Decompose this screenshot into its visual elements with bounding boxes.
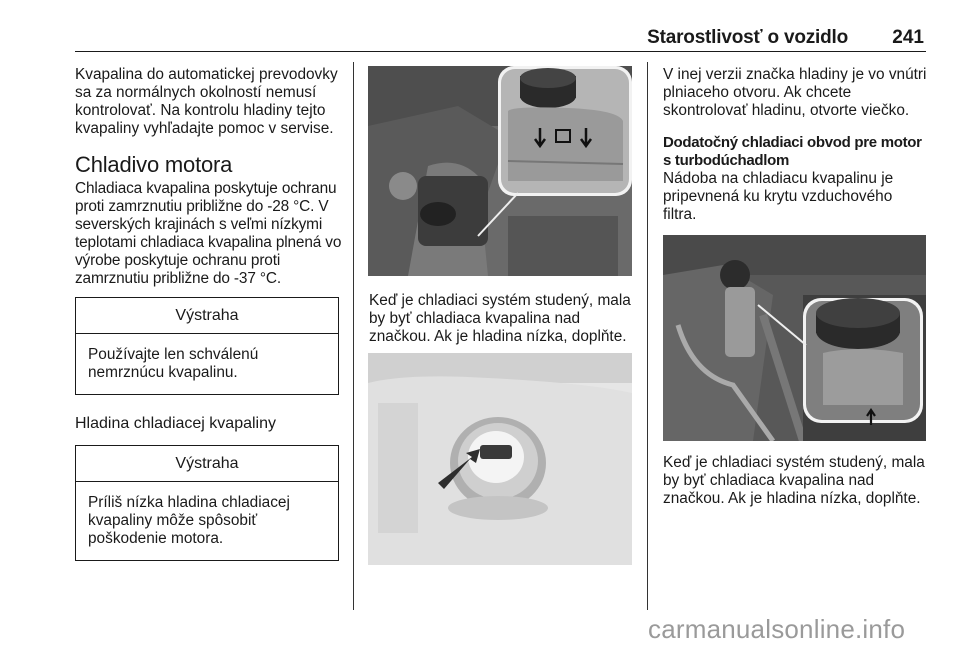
turbo-coolant-reservoir-photo [663, 235, 926, 441]
watermark-text: carmanualsonline.info [648, 614, 906, 644]
alt-version-paragraph: V inej verzii značka hladiny je vo vnútri plniaceho otvoru. Ak chcete skontrolovať hladinu, otvorte viečko. [663, 66, 927, 119]
column-3 [663, 66, 928, 224]
section-title-coolant: Chladivo motora [75, 152, 233, 177]
column-1 [75, 66, 345, 561]
column-divider-1 [353, 62, 354, 610]
caption-turbo-photo: Keď je chladiaci systém studený, mala by byť chladiaca kvapalina nad značkou. Ak je hladina nízka, doplňte. [663, 454, 925, 507]
column-divider-2 [647, 62, 648, 610]
page-title: Starostlivosť o vozidlo [647, 27, 848, 48]
turbo-circuit-heading: Dodatočný chladiaci obvod pre motor s turbodúchadlom [663, 134, 922, 169]
caption-photo-1: Keď je chladiaci systém studený, mala by byť chladiaca kvapalina nad značkou. Ak je hladina nízka, doplňte. [369, 292, 631, 345]
warning-box-1 [75, 297, 339, 395]
coolant-reservoir-photo-2 [368, 353, 632, 565]
coolant-paragraph: Chladiaca kvapalina poskytuje ochranu proti zamrznutiu približne do -28 °C. V severských krajinách s veľmi nízkymi teplotami chladiaca kvapalina plnená vo výrobe poskytuje ochranu proti zamrznutiu približne do -37 °C. [75, 180, 342, 287]
subsection-title-level: Hladina chladiacej kvapaliny [75, 415, 277, 432]
warning-text-2: Príliš nízka hladina chladiacej kvapaliny môže spôsobiť poškodenie motora. [88, 494, 290, 547]
warning-text-1: Používajte len schválenú nemrznúcu kvapalinu. [88, 346, 259, 381]
intro-paragraph: Kvapalina do automatickej prevodovky sa za normálnych okolností nemusí kontrolovať. Na kontrolu hladiny tejto kvapaliny vyhľadajte pomoc v servise. [75, 66, 338, 137]
warning-title-1: Výstraha [76, 298, 338, 334]
warning-title-2: Výstraha [76, 446, 338, 482]
header-rule [75, 51, 926, 52]
warning-box-2 [75, 445, 339, 561]
page-header [75, 27, 926, 49]
page-number: 241 [892, 27, 924, 48]
reservoir-location-paragraph: Nádoba na chladiacu kvapalinu je pripevnená ku krytu vzduchového filtra. [663, 170, 894, 223]
coolant-reservoir-photo-1 [368, 66, 632, 276]
